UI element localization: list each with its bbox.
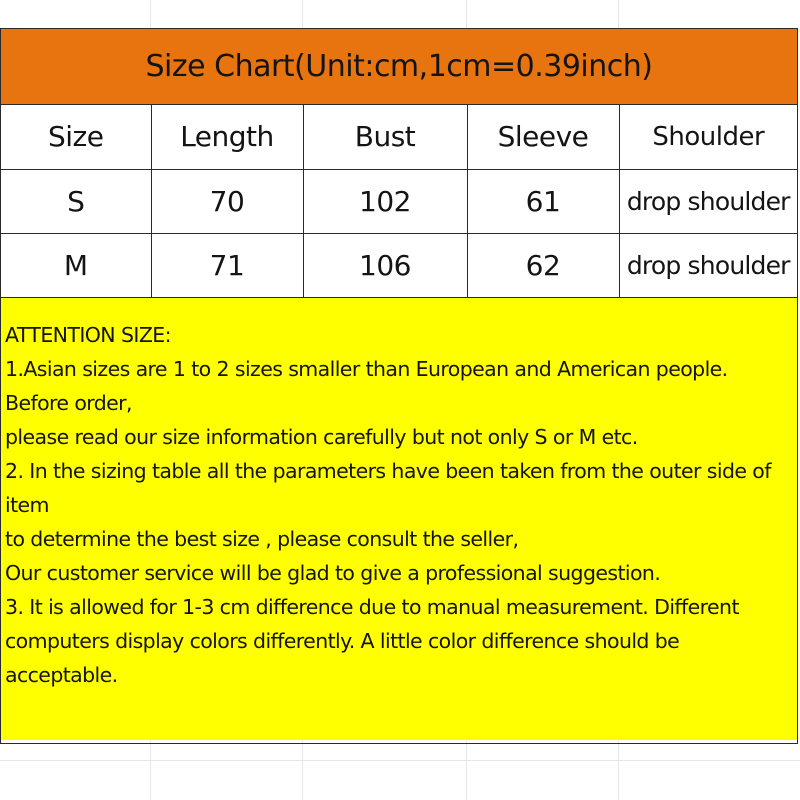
notes-line: 2. In the sizing table all the parameters have been taken from the outer side of item <box>5 458 771 517</box>
header-size: Size <box>1 105 151 169</box>
notes-heading: ATTENTION SIZE: <box>5 322 171 347</box>
cell-size: S <box>1 169 151 233</box>
cell-length: 71 <box>151 233 303 297</box>
cell-shoulder: drop shoulder <box>619 233 797 297</box>
header-sleeve: Sleeve <box>467 105 619 169</box>
size-table <box>1 105 797 298</box>
notes-line: please read our size information carefully but not only S or M etc. <box>5 424 638 449</box>
table-row <box>1 169 797 233</box>
cell-sleeve: 62 <box>467 233 619 297</box>
size-chart <box>0 28 798 744</box>
table-row <box>1 233 797 297</box>
grid-line <box>0 760 800 761</box>
chart-title: Size Chart(Unit:cm,1cm=0.39inch) <box>1 29 797 105</box>
attention-notes <box>1 298 797 740</box>
cell-size: M <box>1 233 151 297</box>
cell-sleeve: 61 <box>467 169 619 233</box>
header-bust: Bust <box>303 105 467 169</box>
cell-length: 70 <box>151 169 303 233</box>
header-length: Length <box>151 105 303 169</box>
notes-line: 1.Asian sizes are 1 to 2 sizes smaller than European and American people. Before order, <box>5 356 728 415</box>
header-shoulder: Shoulder <box>619 105 797 169</box>
notes-line: to determine the best size , please consult the seller, <box>5 526 519 551</box>
table-header-row <box>1 105 797 169</box>
cell-bust: 106 <box>303 233 467 297</box>
notes-line: Our customer service will be glad to give a professional suggestion. <box>5 560 661 585</box>
cell-bust: 102 <box>303 169 467 233</box>
notes-line: 3. It is allowed for 1-3 cm difference due to manual measurement. Different computers display colors differently. A little color difference should be acceptable. <box>5 594 739 687</box>
cell-shoulder: drop shoulder <box>619 169 797 233</box>
